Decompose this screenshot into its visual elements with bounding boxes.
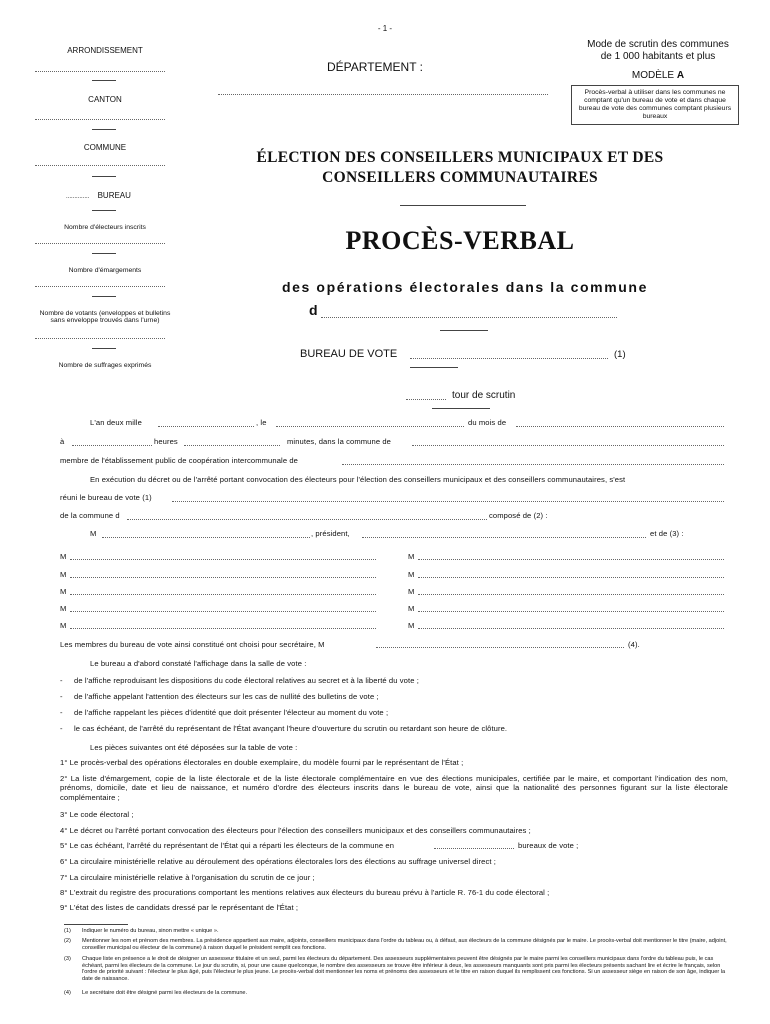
piece-item: 3° Le code électoral ; [60, 810, 134, 819]
president-m-label: M [90, 529, 97, 538]
commune-name-field[interactable] [321, 317, 617, 318]
election-title [190, 148, 730, 188]
bureaux-count-field[interactable] [434, 848, 514, 849]
title-underline [400, 205, 526, 206]
bullet-marker: - [60, 692, 63, 701]
votants-label: Nombre de votants (enveloppes et bulletins sans enveloppe trouvés dans l'urne) [39, 310, 171, 325]
assessor-m-label: M [408, 570, 415, 579]
canton-field[interactable] [35, 119, 165, 120]
affichage-item: de l'affiche reproduisant les dispositions du code électoral relatives au secret et à la liberté du vote ; [74, 676, 419, 685]
minutes-field[interactable] [184, 445, 280, 446]
departement-label: DÉPARTEMENT : [326, 60, 424, 74]
piece-item: 8° L'extrait du registre des procurations comportant les mentions relatives aux électeurs du bureau prévu à l'article R. 76-1 du code électoral ; [60, 888, 550, 897]
bureau-number-field[interactable]: .............. [66, 194, 90, 200]
separator [92, 80, 116, 81]
at-label: à [60, 437, 65, 446]
day-field[interactable] [276, 426, 464, 427]
piece-item: 2° La liste d'émargement, copie de la liste électorale et de la liste électorale complémentaire en vue des élections municipales, certifiée par le maire, et comportant l'indication des nom, prénoms, domicile, date et lieu de naissance, et numéro d'ordre des électeurs inscrits dans le bureau de vote, ainsi que la nationalité des personnes figurant sur la liste électorale complémentaire ; [60, 774, 728, 802]
separator [432, 408, 490, 409]
footnote-number: (3) [64, 956, 71, 962]
affichage-item: de l'affiche rappelant les pièces d'identité que doit présenter l'électeur au moment du vote ; [74, 708, 389, 717]
minutes-label: minutes, dans la commune de [287, 437, 392, 446]
assessor-m-label: M [60, 587, 67, 596]
commune-compose-field[interactable] [127, 519, 487, 520]
piece-item: 9° L'état des listes de candidats dressé par le représentant de l'État ; [60, 903, 299, 912]
tour-label: tour de scrutin [452, 390, 516, 401]
assessor-field[interactable] [418, 559, 724, 560]
emargements-field[interactable] [35, 286, 165, 287]
year-field[interactable] [158, 426, 254, 427]
footnote-text: Chaque liste en présence a le droit de désigner un assesseur titulaire et un seul, parmi les électeurs du département. Des assesseurs supplémentaires peuvent être désignés par le maire parmi les conseillers municipaux dans l'ordre du tableau puis, le cas échéant, parmi les électeurs de la commune. Le jour du scrutin, si, pour une cause quelconque, le nombre des assesseurs se trouve être inférieur à deux, les assesseurs manquants sont pris parmi les électeurs présents sachant lire et écrire le français, selon l'ordre de priorité suivant : l'électeur le plus âgé, puis l'électeur le plus jeune. Le procès-verbal doit mentionner les noms et prénoms des assesseurs et le titre en raison duquel ils remplissent ces fonctions. Si un assesseur siège en raison de son âge, indiquer la date de naissance. [82, 956, 726, 983]
voting-mode-line1: Mode de scrutin des communes [587, 39, 729, 50]
footnote-separator [64, 924, 128, 925]
bullet-marker: - [60, 708, 63, 717]
bureau-reuni-field[interactable] [172, 501, 724, 502]
footnote-number: (4) [64, 990, 71, 996]
assessor-field[interactable] [70, 559, 376, 560]
proces-verbal-heading: PROCÈS-VERBAL [345, 226, 575, 255]
arrondissement-field[interactable] [35, 71, 165, 72]
model-letter: A [676, 70, 685, 81]
separator [92, 176, 116, 177]
month-label: du mois de [468, 418, 507, 427]
separator [92, 348, 116, 349]
election-title-line2: CONSEILLERS COMMUNAUTAIRES [322, 169, 598, 187]
separator [92, 296, 116, 297]
election-title-line1: ÉLECTION DES CONSEILLERS MUNICIPAUX ET DES [256, 149, 664, 166]
voting-mode-line2: de 1 000 habitants et plus [600, 50, 716, 62]
bullet-marker: - [60, 676, 63, 685]
separator [92, 210, 116, 211]
assessor-field[interactable] [418, 628, 724, 629]
separator [440, 330, 488, 331]
assessor-m-label: M [60, 604, 67, 613]
commune-field[interactable] [35, 165, 165, 166]
footnote-text: Le secrétaire doit être désigné parmi les électeurs de la commune. [82, 990, 248, 996]
president-label: , président, [311, 529, 350, 538]
votants-field[interactable] [35, 338, 165, 339]
emargements-label: Nombre d'émargements [68, 267, 142, 274]
affichage-item: le cas échéant, de l'arrêté du représentant de l'État avançant l'heure d'ouverture du scrutin ou retardant son heure de clôture. [74, 724, 508, 733]
model-label [572, 70, 744, 81]
hours-label: heures [154, 437, 178, 446]
separator [92, 253, 116, 254]
assessor-m-label: M [408, 621, 415, 630]
piece-item: 7° La circulaire ministérielle relative à l'organisation du scrutin de ce jour ; [60, 873, 315, 882]
assessor-m-label: M [408, 587, 415, 596]
canton-label: CANTON [88, 95, 122, 104]
month-field[interactable] [516, 426, 724, 427]
page-number: - 1 - [377, 24, 393, 33]
assessor-field[interactable] [418, 594, 724, 595]
piece-item-tail: bureaux de vote ; [518, 841, 579, 850]
commune-compose-label: de la commune d [60, 511, 120, 520]
usage-note-box: Procès-verbal à utiliser dans les communes ne comptant qu'un bureau de vote et dans chaque bureau de vote des communes comptant plusieurs bureaux [571, 85, 739, 125]
bureau-footnote-ref: (1) [614, 349, 626, 360]
inscrits-field[interactable] [35, 243, 165, 244]
epci-label: membre de l'établissement public de coopération intercommunale de [60, 456, 298, 465]
bureau-de-vote-label: BUREAU DE VOTE [300, 348, 398, 360]
bureau-label-row [66, 191, 176, 200]
piece-item: 5° Le cas échéant, l'arrêté du représentant de l'État qui a réparti les électeurs de la commune en [60, 841, 395, 850]
day-label: , le [256, 418, 267, 427]
model-prefix: MODÈLE [631, 70, 677, 81]
piece-item: 6° La circulaire ministérielle relative au déroulement des opérations électorales lors des élections au suffrage universel direct ; [60, 857, 496, 866]
departement-field[interactable] [218, 94, 548, 95]
piece-item: 1° Le procès-verbal des opérations électorales en double exemplaire, du modèle fourni par le représentant de l'État ; [60, 758, 464, 767]
footnote-number: (2) [64, 938, 71, 944]
assessor-field[interactable] [70, 611, 376, 612]
secretary-field[interactable] [376, 647, 624, 648]
bureau-de-vote-field[interactable] [410, 358, 608, 359]
assessor-field[interactable] [70, 594, 376, 595]
epci-field[interactable] [342, 464, 724, 465]
separator [92, 129, 116, 130]
secretary-footnote-ref: (4). [628, 640, 640, 649]
piece-item: 4° Le décret ou l'arrêté portant convocation des électeurs pour l'élection des conseillers municipaux et des conseillers communautaires ; [60, 826, 531, 835]
assessor-m-label: M [408, 552, 415, 561]
commune-label: COMMUNE [83, 143, 127, 152]
footnote-text: Mentionner les nom et prénom des membres. La présidence appartient aux maire, adjoints, conseillers municipaux dans l'ordre du tableau ou, à défaut, aux électeurs de la commune désignés par le maire. Le procès-verbal doit mentionner le titre (maire, adjoint, conseiller municipal ou électeur de la commune) à raison duquel le président remplit ces fonctions. [82, 938, 727, 951]
affichage-item: de l'affiche appelant l'attention des électeurs sur les cas de nullité des bulletins de vote ; [74, 692, 379, 701]
footnote-text: Indiquer le numéro du bureau, sinon mettre « unique ». [82, 928, 219, 934]
commune-field-body[interactable] [412, 445, 724, 446]
assessor-field[interactable] [70, 577, 376, 578]
assessor-field[interactable] [418, 611, 724, 612]
secretary-label: Les membres du bureau de vote ainsi constitué ont choisi pour secrétaire, M [60, 640, 325, 649]
separator [410, 367, 458, 368]
commune-d-label: d [309, 302, 318, 318]
bureau-label: BUREAU [97, 191, 131, 200]
operations-subtitle: des opérations électorales dans la commune [282, 279, 648, 295]
execution-text: En exécution du décret ou de l'arrêté portant convocation des électeurs pour l'élection des conseillers municipaux et des conseillers communautaires, s'est [90, 475, 626, 484]
bureau-reuni-label: réuni le bureau de vote (1) [60, 493, 152, 502]
assessor-field[interactable] [418, 577, 724, 578]
bullet-marker: - [60, 724, 63, 733]
affichage-intro: Le bureau a d'abord constaté l'affichage dans la salle de vote : [90, 659, 307, 668]
year-label: L'an deux mille [90, 418, 142, 427]
inscrits-label: Nombre d'électeurs inscrits [64, 224, 146, 231]
assessors-intro-field[interactable] [362, 537, 646, 538]
president-field[interactable] [102, 537, 310, 538]
arrondissement-label: ARRONDISSEMENT [67, 46, 143, 55]
assessor-m-label: M [60, 570, 67, 579]
hour-field[interactable] [72, 445, 152, 446]
footnote-number: (1) [64, 928, 71, 934]
assessor-field[interactable] [70, 628, 376, 629]
compose-label: composé de (2) : [489, 511, 548, 520]
voting-mode-heading [572, 39, 744, 62]
exprimes-label: Nombre de suffrages exprimés [58, 362, 152, 369]
tour-number-field[interactable] [406, 399, 446, 400]
assessor-m-label: M [60, 552, 67, 561]
assessor-m-label: M [60, 621, 67, 630]
assessor-m-label: M [408, 604, 415, 613]
pieces-intro: Les pièces suivantes ont été déposées sur la table de vote : [90, 743, 298, 752]
and-of-label: et de (3) : [650, 529, 684, 538]
